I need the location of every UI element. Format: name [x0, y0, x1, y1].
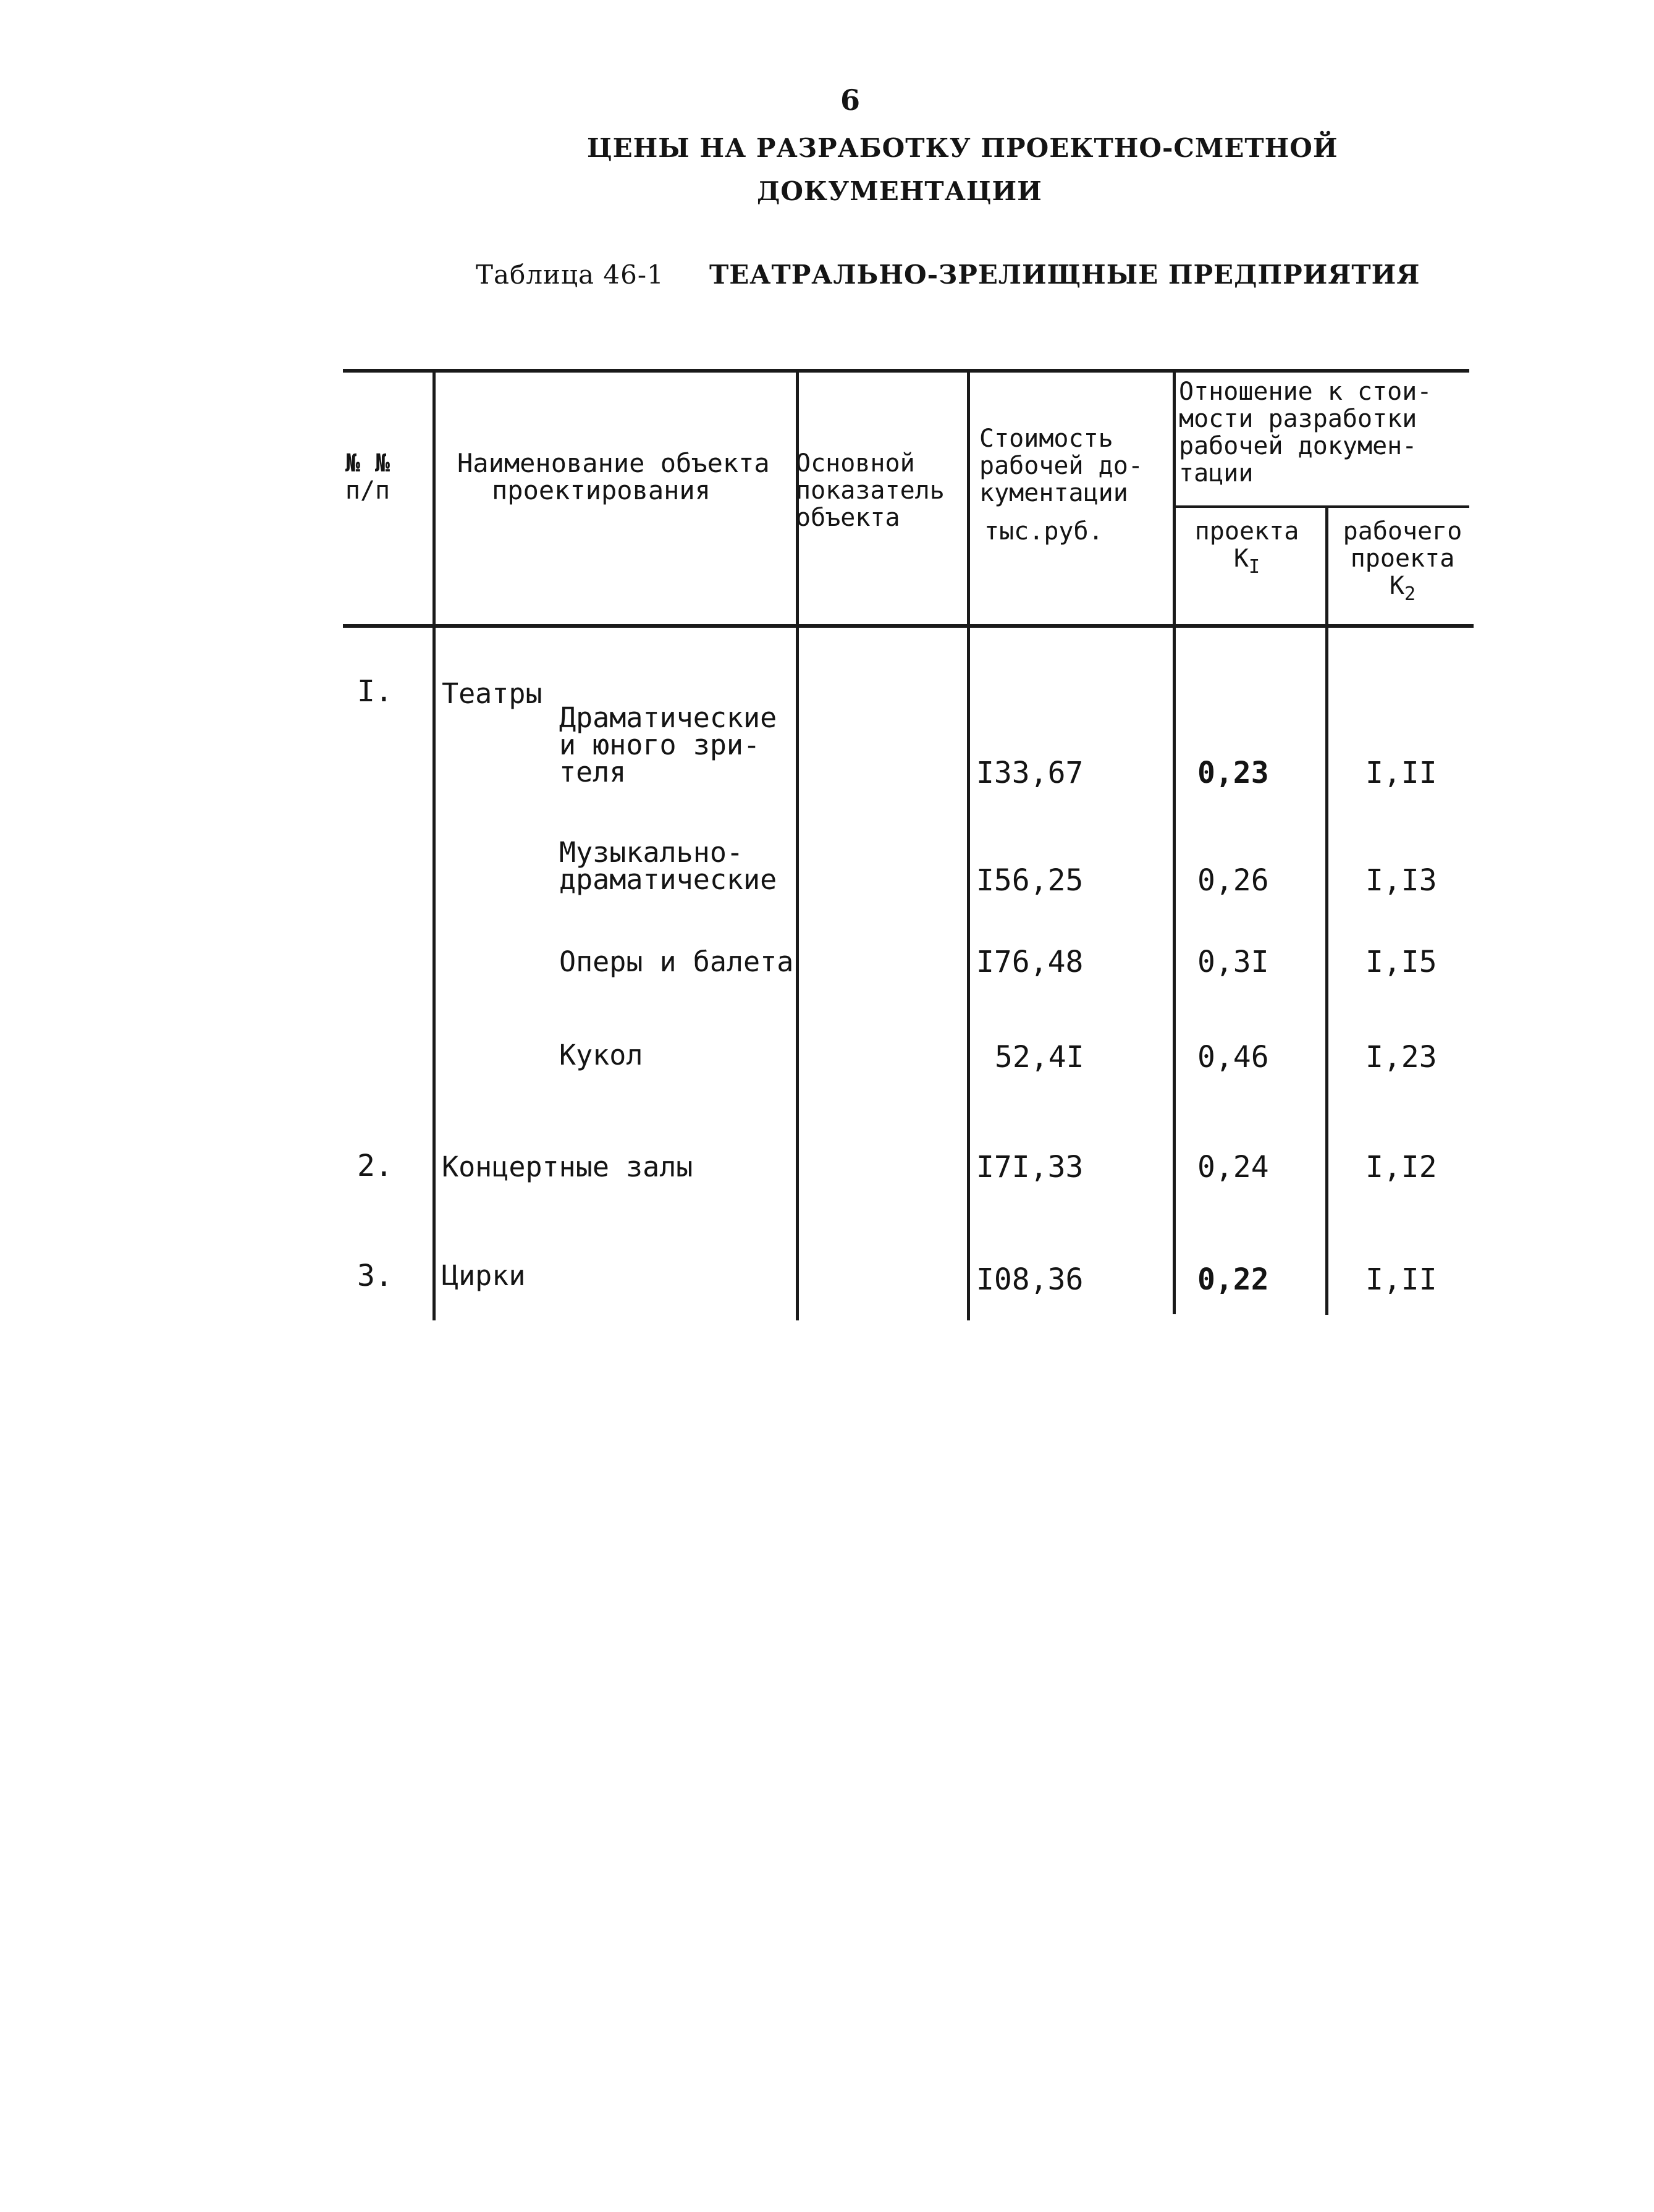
header-name: Наименование объекта проектирования [457, 448, 770, 505]
row-2-name: Драматические и юного зри- теля [559, 701, 777, 788]
header-num: № № п/п [345, 449, 390, 505]
row-3-name: Музыкально- драматические [559, 836, 777, 896]
page-number: 6 [840, 83, 861, 117]
row-3-cost: I56,25 [976, 863, 1084, 898]
row-6-cost: I7I,33 [976, 1150, 1084, 1184]
row-4-name: Оперы и балета [559, 945, 794, 978]
row-4-k2: I,I5 [1365, 945, 1437, 979]
row-7-cost: I08,36 [976, 1262, 1084, 1297]
row-7-name: Цирки [442, 1259, 526, 1292]
heading-line2: ДОКУМЕНТАЦИИ [757, 176, 1042, 206]
row-5-name: Кукол [559, 1039, 643, 1071]
table-caption-title: ТЕАТРАЛЬНО-ЗРЕЛИЩНЫЕ ПРЕДПРИЯТИЯ [709, 260, 1420, 290]
row-7-k2: I,II [1365, 1262, 1437, 1297]
row-6-k2: I,I2 [1365, 1150, 1437, 1184]
row-1-name: Театры [442, 677, 542, 710]
heading-line1: ЦЕНЫ НА РАЗРАБОТКУ ПРОЕКТНО-СМЕТНОЙ [587, 133, 1338, 163]
header-indicator: Основной показатель объекта [796, 449, 945, 532]
row-3-k1: 0,26 [1197, 863, 1269, 898]
col-divider-4 [1173, 369, 1176, 1314]
row-2-cost: I33,67 [976, 756, 1084, 790]
ratio-divider-rule [1174, 505, 1469, 508]
row-2-k2: I,II [1365, 756, 1437, 790]
col-divider-1 [432, 369, 436, 1320]
row-4-k1: 0,3I [1197, 945, 1269, 979]
row-1-num: I. [357, 674, 393, 709]
row-5-k1: 0,46 [1197, 1040, 1269, 1074]
col-divider-5 [1325, 505, 1328, 1315]
header-cost: Стоимость рабочей до- кументации тыс.руб. [979, 424, 1143, 546]
row-6-k1: 0,24 [1197, 1150, 1269, 1184]
col-divider-3 [967, 369, 970, 1320]
table-top-rule [343, 369, 1469, 373]
header-bottom-rule [343, 624, 1474, 628]
header-ratio: Отношение к стои- мости разработки рабочей докумен- тации [1179, 378, 1432, 488]
row-4-cost: I76,48 [976, 945, 1084, 979]
table-caption-label: Таблица 46-1 [476, 260, 664, 290]
row-7-num: 3. [357, 1259, 393, 1293]
row-5-cost: 52,4I [995, 1040, 1084, 1074]
row-6-name: Концертные залы [442, 1150, 693, 1183]
header-k2: рабочего проекта $К_2$ [1343, 517, 1462, 605]
row-3-k2: I,I3 [1365, 863, 1437, 898]
row-7-k1: 0,22 [1197, 1262, 1269, 1297]
row-5-k2: I,23 [1365, 1040, 1437, 1074]
row-2-k1: 0,23 [1197, 756, 1269, 790]
row-6-num: 2. [357, 1149, 393, 1183]
header-k1: проекта $К_I$ [1194, 517, 1299, 578]
